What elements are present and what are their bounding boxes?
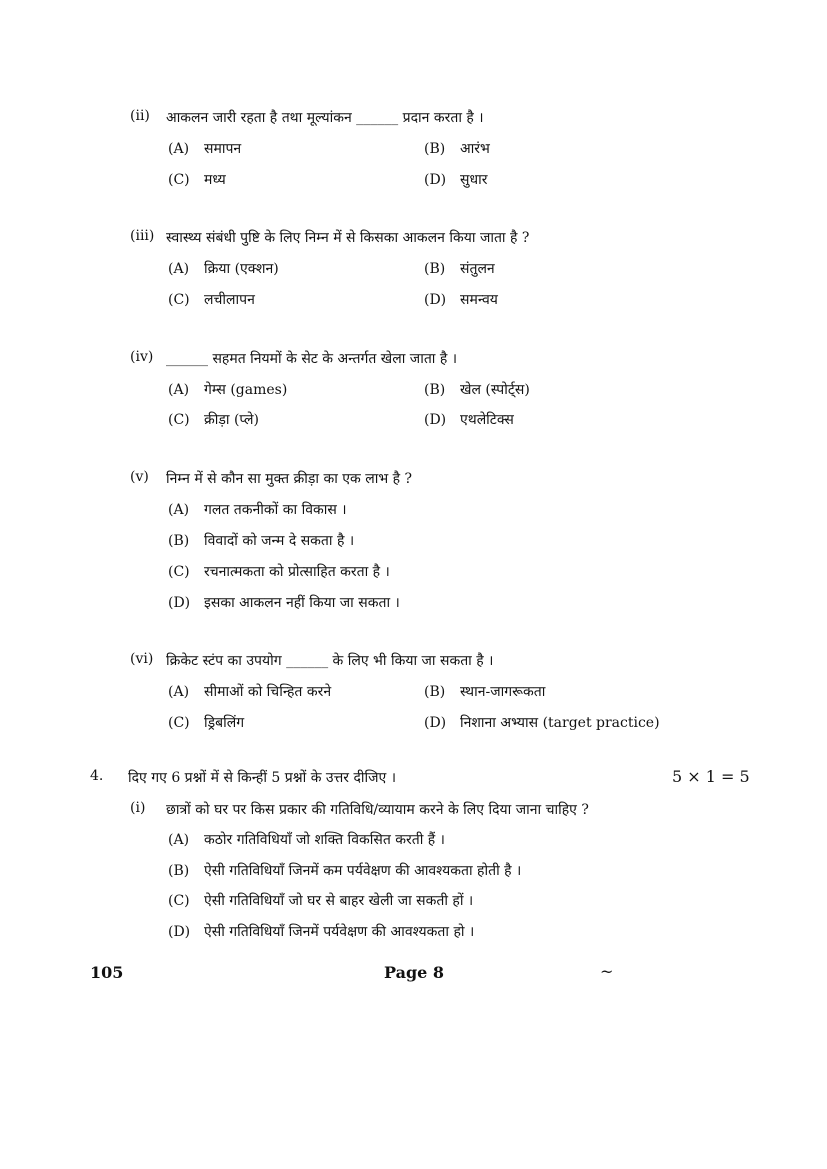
question-number: (vi): [130, 651, 154, 667]
option-label: (A): [168, 141, 190, 157]
option-label: (B): [424, 382, 446, 398]
option-text: सीमाओं को चिन्हित करने: [204, 684, 332, 700]
option: [168, 170, 226, 189]
option-text: ऐसी गतिविधियाँ जिनमें पर्यवेक्षण की आवश्यकता हो ।: [204, 924, 475, 940]
option: [424, 380, 530, 399]
option-text: गलत तकनीकों का विकास ।: [204, 502, 347, 518]
option: [168, 922, 474, 941]
option-label: (A): [168, 382, 190, 398]
option-label: (A): [168, 261, 190, 277]
question-number: (i): [130, 800, 146, 816]
option-label: (D): [424, 292, 447, 308]
question-text: छात्रों को घर पर किस प्रकार की गतिविधि/व्यायाम करने के लिए दिया जाना चाहिए ?: [166, 802, 589, 818]
option-text: कठोर गतिविधियाँ जो शक्ति विकसित करती हैं ।: [204, 832, 445, 848]
option-text: समन्वय: [460, 292, 498, 308]
option: [424, 682, 545, 701]
option: [168, 531, 354, 550]
option-label: (B): [168, 863, 190, 879]
option-label: (A): [168, 684, 190, 700]
question-number: (ii): [130, 108, 150, 124]
option-text: सुधार: [460, 172, 488, 188]
option-text: आरंभ: [460, 141, 490, 157]
option-text: गेम्स (games): [204, 382, 288, 398]
question-number: (iii): [130, 228, 155, 244]
question-text: आकलन जारी रहता है तथा मूल्यांकन ______ प्रदान करता है ।: [166, 110, 484, 126]
option-text: इसका आकलन नहीं किया जा सकता ।: [204, 595, 400, 611]
section-number: 4.: [90, 768, 104, 784]
option: [168, 139, 241, 158]
option-text: क्रीड़ा (प्ले): [204, 412, 259, 428]
option: [424, 170, 487, 189]
question-text: क्रिकेट स्टंप का उपयोग ______ के लिए भी किया जा सकता है ।: [166, 653, 494, 669]
option: [168, 380, 287, 399]
tilde-mark: ~: [600, 962, 614, 981]
option-label: (A): [168, 502, 190, 518]
question-number: (iv): [130, 349, 154, 365]
option-text: क्रिया (एक्शन): [204, 261, 279, 277]
option-text: विवादों को जन्म दे सकता है ।: [204, 533, 355, 549]
option-label: (C): [168, 412, 190, 428]
option: [424, 259, 495, 278]
option: [424, 290, 498, 309]
option-label: (C): [168, 715, 190, 731]
option-label: (B): [168, 533, 190, 549]
option-label: (D): [424, 715, 447, 731]
option-text: लचीलापन: [204, 292, 255, 308]
option-label: (A): [168, 832, 190, 848]
option: [424, 139, 490, 158]
option-text: एथलेटिक्स: [460, 412, 514, 428]
question-text: स्वास्थ्य संबंधी पुष्टि के लिए निम्न में से किसका आकलन किया जाता है ?: [166, 230, 530, 246]
option: [168, 861, 521, 880]
option: [168, 410, 259, 429]
section-instruction: दिए गए 6 प्रश्नों में से किन्हीं 5 प्रश्नों के उत्तर दीजिए ।: [128, 770, 397, 786]
option-text: स्थान-जागरूकता: [460, 684, 546, 700]
question-number: (v): [130, 469, 149, 485]
paper-code: 105: [90, 963, 124, 982]
option-text: निशाना अभ्यास (target practice): [460, 715, 660, 731]
option-text: खेल (स्पोर्ट्स): [460, 382, 530, 398]
question-text: ______ सहमत नियमों के सेट के अन्तर्गत खेला जाता है ।: [166, 351, 458, 367]
question-text: निम्न में से कौन सा मुक्त क्रीड़ा का एक लाभ है ?: [166, 471, 413, 487]
option: [424, 410, 514, 429]
option: [424, 713, 660, 732]
option: [168, 891, 473, 910]
option-text: ऐसी गतिविधियाँ जो घर से बाहर खेली जा सकती हों ।: [204, 893, 474, 909]
option: [168, 500, 347, 519]
option: [168, 562, 390, 581]
option-label: (D): [424, 412, 447, 428]
option-label: (D): [168, 924, 191, 940]
option-text: ड्रिबलिंग: [204, 715, 245, 731]
option-label: (C): [168, 172, 190, 188]
option-label: (B): [424, 261, 446, 277]
option-text: संतुलन: [460, 261, 495, 277]
option-label: (B): [424, 684, 446, 700]
option: [168, 259, 279, 278]
option-text: ऐसी गतिविधियाँ जिनमें कम पर्यवेक्षण की आवश्यकता होती है ।: [204, 863, 522, 879]
option-text: रचनात्मकता को प्रोत्साहित करता है ।: [204, 564, 390, 580]
page-number: Page 8: [384, 963, 445, 982]
option-label: (C): [168, 292, 190, 308]
option: [168, 290, 255, 309]
option: [168, 830, 445, 849]
section-marks: 5 × 1 = 5: [672, 767, 750, 786]
option: [168, 713, 244, 732]
option-label: (D): [424, 172, 447, 188]
option-text: मध्य: [204, 172, 226, 188]
option: [168, 682, 331, 701]
option-text: समापन: [204, 141, 242, 157]
option-label: (C): [168, 893, 190, 909]
option-label: (B): [424, 141, 446, 157]
option: [168, 593, 400, 612]
option-label: (D): [168, 595, 191, 611]
option-label: (C): [168, 564, 190, 580]
